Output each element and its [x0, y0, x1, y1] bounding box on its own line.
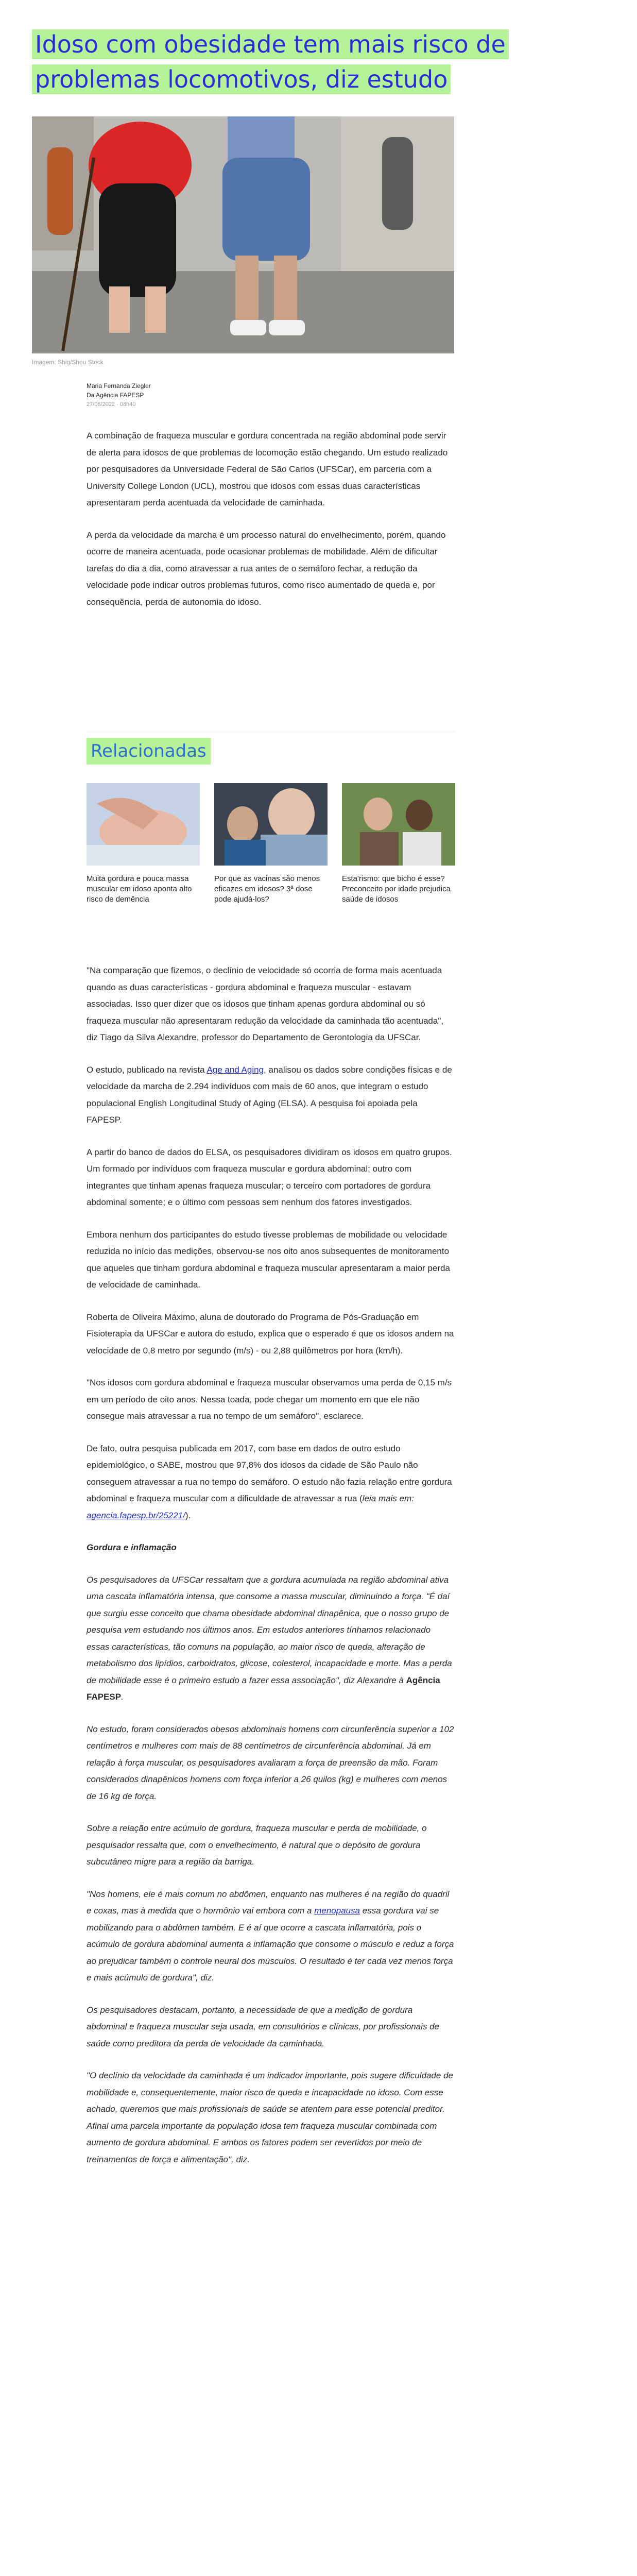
- paragraph: Embora nenhum dos participantes do estudo tivesse problemas de mobilidade ou velocidade reduzida no início das medições, observou-se nos oito anos subsequentes de monitoramento que aqueles que tinham gordura abdominal e fraqueza muscular apresentaram a maior perda de velocidade de caminhada.: [87, 1229, 450, 1290]
- hero-illustration: [32, 116, 454, 353]
- paragraph: [87, 1886, 455, 1987]
- article-body: [87, 962, 455, 2183]
- article-intro: [87, 428, 455, 626]
- text: , analisou os dados sobre condições físicas e de velocidade da marcha de 2.294 indivíduos com mais de 60 anos, que integram o estudo populacional English Longitudinal Study of Aging (ELSA). A pesquisa foi apoiada pela FAPESP.: [87, 1064, 452, 1125]
- related-thumbnail[interactable]: [342, 783, 455, 866]
- text: O estudo, publicado na revista: [87, 1064, 207, 1075]
- paragraph: A partir do banco de dados do ELSA, os pesquisadores dividiram os idosos em quatro grupos. Um formado por indivíduos com fraqueza muscular e gordura abdominal; outro com integrantes que tinham apenas fraqueza muscular; o terceiro com portadores de gordura abdominal somente; e o último com pessoas sem nenhum dos fatores investigados.: [87, 1147, 452, 1207]
- text: .: [121, 1692, 124, 1702]
- related-title: Relacionadas: [87, 738, 211, 765]
- text: essa gordura vai se mobilizando para o abdômen também. E é aí que ocorre a cascata inflamatória, pois o acúmulo de gordura abdominal aumenta a inflamação que consome o músculo e reduz a força ao prejudicar também o controle neural dos músculos. O resultado é ter cada vez menos força e mais acúmulo de gordura", diz.: [87, 1906, 454, 1982]
- related-item[interactable]: [342, 783, 455, 905]
- paragraph: [87, 1440, 455, 1524]
- thumb-vaccine: [214, 783, 328, 866]
- text: Os pesquisadores da UFSCar ressaltam que a gordura acumulada na região abdominal ativa uma cascata inflamatória intensa, que consome a massa muscular, diminuindo a força. "É daí que surgiu esse conceito que chama obesidade abdominal dinapênica, que o nosso grupo de pesquisa vem estudando nos últimos anos. Em estudos anteriores tínhamos relacionado essas características, tão comuns na população, ao maior risco de queda, alteração de metabolismo dos lipídios, carboidratos, glicose, colesterol, incapacidade e morte. Mas a perda de mobilidade esse é o primeiro estudo a fazer essa associação", diz Alexandre à: [87, 1574, 452, 1685]
- paragraph: Sobre a relação entre acúmulo de gordura, fraqueza muscular e perda de mobilidade, o pesquisador ressalta que, com o envelhecimento, é natural que o depósito de gordura subcutâneo migre para a região da barriga.: [87, 1823, 427, 1867]
- related-section: [87, 738, 455, 904]
- paragraph: "Na comparação que fizemos, o declínio de velocidade só ocorria de forma mais acentuada quando as duas características - gordura abdominal e fraqueza muscular - estavam associadas. Isso quer dizer que os idosos que tinham apenas gordura abdominal ou só fraqueza muscular não apresentaram redução da velocidade da caminhada tão acentuada", diz Tiago da Silva Alexandre, professor do Departamento de Gerontologia da UFSCar.: [87, 965, 444, 1042]
- thumb-elderly: [342, 783, 455, 866]
- text: leia mais em:: [362, 1494, 414, 1503]
- related-thumbnail[interactable]: [214, 783, 328, 866]
- related-item[interactable]: [87, 783, 200, 905]
- paragraph: [87, 1572, 455, 1706]
- paragraph: [87, 1062, 455, 1129]
- paragraph: "Nos idosos com gordura abdominal e fraqueza muscular observamos uma perda de 0,15 m/s em um período de oito anos. Nessa toada, pode chegar um momento em que ele não consegue mais atravessar a rua no tempo de um semáforo", esclarece.: [87, 1378, 452, 1421]
- hero-image: [32, 116, 454, 353]
- section-heading: Gordura e inflamação: [87, 1543, 177, 1552]
- paragraph: Roberta de Oliveira Máximo, aluna de doutorado do Programa de Pós-Graduação em Fisioterapia da UFSCar e autora do estudo, explica que o esperado é que os idosos andem na velocidade de 0,8 metro por segundo (m/s) - ou 2,88 quilômetros por hora (km/h).: [87, 1312, 454, 1355]
- related-item[interactable]: [214, 783, 328, 905]
- paragraph: No estudo, foram considerados obesos abdominais homens com circunferência superior a 102 centímetros e mulheres com mais de 88 centímetros de circunferência abdominal. Já em relação à força muscular, os pesquisadores avaliaram a força de preensão da mão. Foram considerados dinapênicos homens com força inferior a 26 quilos (kg) e mulheres com menos de 16 kg de força.: [87, 1724, 454, 1801]
- related-caption[interactable]: Esta'rismo: que bicho é esse? Preconceito por idade prejudica saúde de idosos: [342, 874, 451, 904]
- text: "Nos homens, ele é mais comum no abdômen, enquanto nas mulheres é na região do quadril e coxas, mas à medida que o hormônio vai embora com a: [87, 1889, 450, 1916]
- image-credit: Imagem: Shig/Shou Stock: [32, 359, 104, 366]
- paragraph: Os pesquisadores destacam, portanto, a necessidade de que a medição de gordura abdominal e fraqueza muscular seja usada, em consultórios e clínicas, por profissionais de saúde como preditora da perda de velocidade da caminhada.: [87, 2005, 440, 2048]
- age-and-aging-link[interactable]: Age and Aging: [206, 1064, 264, 1075]
- related-caption[interactable]: Muita gordura e pouca massa muscular em idoso aponta alto risco de demência: [87, 874, 192, 904]
- text: Agência FAPESP: [87, 1675, 440, 1702]
- paragraph: "O declínio da velocidade da caminhada é um indicador importante, pois sugere dificuldade de mobilidade e, consequentemente, maior risco de queda e incapacidade no idoso. Com esse achado, queremos que mais profissionais de saúde se atentem para esse potencial preditor. Afinal uma parcela importante da população idosa tem fraqueza muscular combinada com aumento de gordura abdominal. E ambos os fatores podem ser revertidos por meio de treinamentos de força e alimentação", diz.: [87, 2071, 453, 2164]
- author-name: Maria Fernanda Ziegler: [87, 382, 151, 389]
- paragraph: A combinação de fraqueza muscular e gordura concentrada na região abdominal pode servir de alerta para idosos de que problemas de locomoção estão chegando. Um estudo realizado por pesquisadores da Universidade Federal de São Carlos (UFSCar), em parceria com a University College London (UCL), mostrou que idosos com essas duas características apresentaram perda acentuada da velocidade de caminhada.: [87, 431, 448, 507]
- author-source: Da Agência FAPESP: [87, 392, 144, 399]
- headline-text: Idoso com obesidade tem mais risco de problemas locomotivos, diz estudo: [32, 29, 509, 94]
- text: De fato, outra pesquisa publicada em 2017, com base em dados de outro estudo epidemiológico, o SABE, mostrou que 97,8% dos idosos da cidade de São Paulo não conseguem atravessar a rua no tempo do semáforo. O estudo não fazia relação entre gordura abdominal e fraqueza muscular com a dificuldade de atravessar a rua (: [87, 1443, 452, 1503]
- thumb-arm: [87, 783, 200, 866]
- related-thumbnail[interactable]: [87, 783, 200, 866]
- menopausa-link[interactable]: menopausa: [314, 1906, 360, 1916]
- fapesp-link[interactable]: agencia.fapesp.br/25221/: [87, 1510, 185, 1520]
- paragraph: A perda da velocidade da marcha é um processo natural do envelhecimento, porém, quando ocorre de maneira acentuada, pode ocasionar problemas de mobilidade. Além de dificultar tarefas do dia a dia, como atravessar a rua antes de o semáforo fechar, a redução da velocidade pode indicar outros problemas futuros, como risco aumentado de queda e, por consequência, perda de autonomia do idoso.: [87, 530, 446, 607]
- page-title: [32, 27, 526, 97]
- publish-date: 27/06/2022 · 08h40: [87, 401, 136, 408]
- text: ).: [185, 1510, 191, 1520]
- byline: [87, 381, 151, 409]
- related-caption[interactable]: Por que as vacinas são menos eficazes em idosos? 3ª dose pode ajudá-los?: [214, 874, 320, 904]
